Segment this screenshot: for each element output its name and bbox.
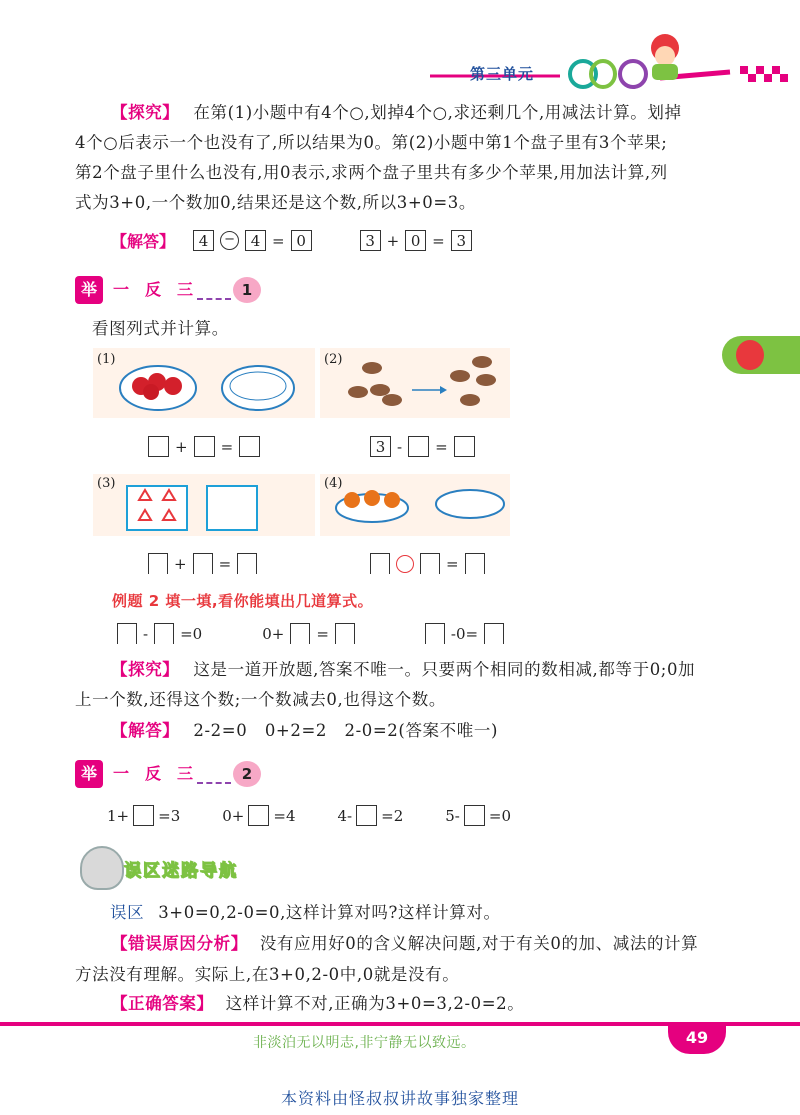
blank-box[interactable] [290,623,310,644]
blank-box[interactable] [193,553,213,574]
header-decoration [0,0,800,95]
plus-sign: + [175,437,188,456]
answer-label: 【解答】 [111,232,176,251]
side-tab [722,336,800,374]
mistake-title: 误区迷路导航 [124,861,238,881]
blank-box[interactable] [370,553,390,574]
explore-line: 这是一道开放题,答案不唯一。只要两个相同的数相减,都等于0;0加 [193,660,696,679]
mistake-reason [75,933,735,985]
unit-title: 第三单元 [470,65,535,83]
equation-prefix: 5- [445,806,460,825]
result-text: -0= [450,624,479,643]
banner-char: 三 [176,280,193,299]
mistake-text: 3+0=0,2-0=0,这样计算对吗?这样计算对。 [158,903,501,922]
practice-banner-2 [75,760,275,792]
mascot-icon [736,340,764,370]
result-text: =0 [180,624,203,643]
answer-box: 3 [451,230,472,251]
practice-banner-1 [75,276,275,308]
explore-line: 式为3+0,一个数加0,结果还是这个数,所以3+0=3。 [75,193,476,212]
plus-sign: + [174,554,187,573]
equals-sign: = [432,231,445,250]
equation-row-f1 [148,436,260,457]
banner-char: 一 [112,280,129,299]
blank-box[interactable] [148,436,169,457]
explore-line: 4个○后表示一个也没有了,所以结果为0。第(2)小题中第1个盘子里有3个苹果; [75,133,668,152]
equation-row-f3 [148,553,257,574]
answer-box: 4 [193,230,214,251]
equation-prefix: 4- [337,806,353,825]
blank-box[interactable] [239,436,260,457]
explore-paragraph-2 [75,659,735,710]
equals-sign: = [435,437,448,456]
answer-row-1 [111,229,472,252]
equals-sign: = [446,554,459,573]
figure-number: (4) [324,476,343,491]
prefix-text: 0+ [262,624,285,643]
credit-text: 本资料由怪叔叔讲故事独家整理 [280,1089,519,1108]
banner-char: 一 [112,764,129,783]
answer-box: 3 [370,436,391,457]
operator-circle[interactable] [396,555,414,573]
blank-box[interactable] [425,623,445,644]
blank-box[interactable] [133,805,154,826]
reason-label: 【错误原因分析】 [111,934,248,953]
answer-label: 【解答】 [111,721,180,740]
correct-text: 这样计算不对,正确为3+0=3,2-0=2。 [225,994,525,1013]
banner-number: 2 [233,761,261,787]
figure-number: (3) [97,476,116,491]
banner-char: 举 [75,760,103,788]
banner-dash [197,782,231,784]
banner-number: 1 [233,277,261,303]
equation-result: =2 [381,806,404,825]
blank-box[interactable] [454,436,475,457]
answer-row-2 [111,720,498,741]
equals-sign: = [272,231,285,250]
figure-number: (1) [97,352,116,367]
figure-panel-2 [320,348,510,418]
blank-box[interactable] [154,623,174,644]
plates-pumpkins-figure [320,474,510,536]
banner-char: 三 [176,764,193,783]
minus-sign: - [143,624,149,643]
plates-strawberries-figure [93,348,315,418]
example-title: 例题 2 填一填,看你能填出几道算式。 [112,592,374,610]
example-equations [117,623,504,644]
equation-row-f2 [370,436,475,457]
practice-equations [107,805,511,826]
blank-box[interactable] [335,623,355,644]
equals-sign: = [220,437,234,456]
answer-box: 3 [360,230,381,251]
minus-circle: − [220,231,239,250]
banner-dash [197,298,231,300]
blank-box[interactable] [237,553,257,574]
banner-char: 反 [144,280,161,299]
answer-box: 0 [405,230,426,251]
blank-box[interactable] [484,623,504,644]
mistake-label: 误区 [110,903,145,922]
mistake-statement [110,902,501,923]
equation-result: =3 [158,806,181,825]
banner-char: 反 [144,764,161,783]
equation-prefix: 0+ [222,806,245,825]
equation-result: =0 [488,806,511,825]
equals-sign: = [218,554,232,573]
figure-panel-1 [93,348,315,418]
blank-box[interactable] [464,805,485,826]
explore-paragraph-1 [75,102,735,213]
page-number: 49 [685,1028,709,1047]
blank-box[interactable] [420,553,440,574]
explore-label: 【探究】 [111,103,180,122]
triangles-figure [93,474,315,536]
footer-motto: 非淡泊无以明志,非宁静无以致远。 [253,1035,476,1051]
mistake-banner [80,846,280,888]
practice-instruction: 看图列式并计算。 [92,319,229,338]
explore-line: 第2个盘子里什么也没有,用0表示,求两个盘子里共有多少个苹果,用加法计算,列 [75,163,668,182]
figure-panel-4 [320,474,510,536]
blank-box[interactable] [356,805,377,826]
figure-panel-3 [93,474,315,536]
reason-line: 方法没有理解。实际上,在3+0,2-0中,0就是没有。 [75,965,460,984]
plus-sign: + [386,231,400,250]
mascot-icon [80,846,124,890]
banner-char: 举 [75,276,103,304]
blank-box[interactable] [408,436,429,457]
page-number-tab [668,1024,726,1054]
blank-box[interactable] [248,805,269,826]
explore-line: 在第(1)小题中有4个○,划掉4个○,求还剩几个,用减法计算。划掉 [193,103,682,122]
blank-box[interactable] [148,553,168,574]
blank-box[interactable] [194,436,215,457]
equation-result: =4 [273,806,296,825]
page-header [0,0,800,95]
equals-sign: = [316,624,329,643]
explore-label: 【探究】 [111,660,180,679]
equation-row-f4 [370,553,485,574]
answer-text: 2-2=0 0+2=2 2-0=2(答案不唯一) [193,721,498,740]
answer-box: 0 [291,230,312,251]
answer-box: 4 [245,230,266,251]
correct-answer [111,993,524,1014]
birds-figure [320,348,510,418]
explore-line: 上一个数,还得这个数;一个数减去0,也得这个数。 [75,690,446,709]
figure-number: (2) [324,352,343,367]
equation-prefix: 1+ [107,806,130,825]
correct-label: 【正确答案】 [111,994,214,1013]
minus-sign: - [397,437,403,456]
blank-box[interactable] [465,553,485,574]
reason-line: 没有应用好0的含义解决问题,对于有关0的加、减法的计算 [259,934,699,953]
blank-box[interactable] [117,623,137,644]
